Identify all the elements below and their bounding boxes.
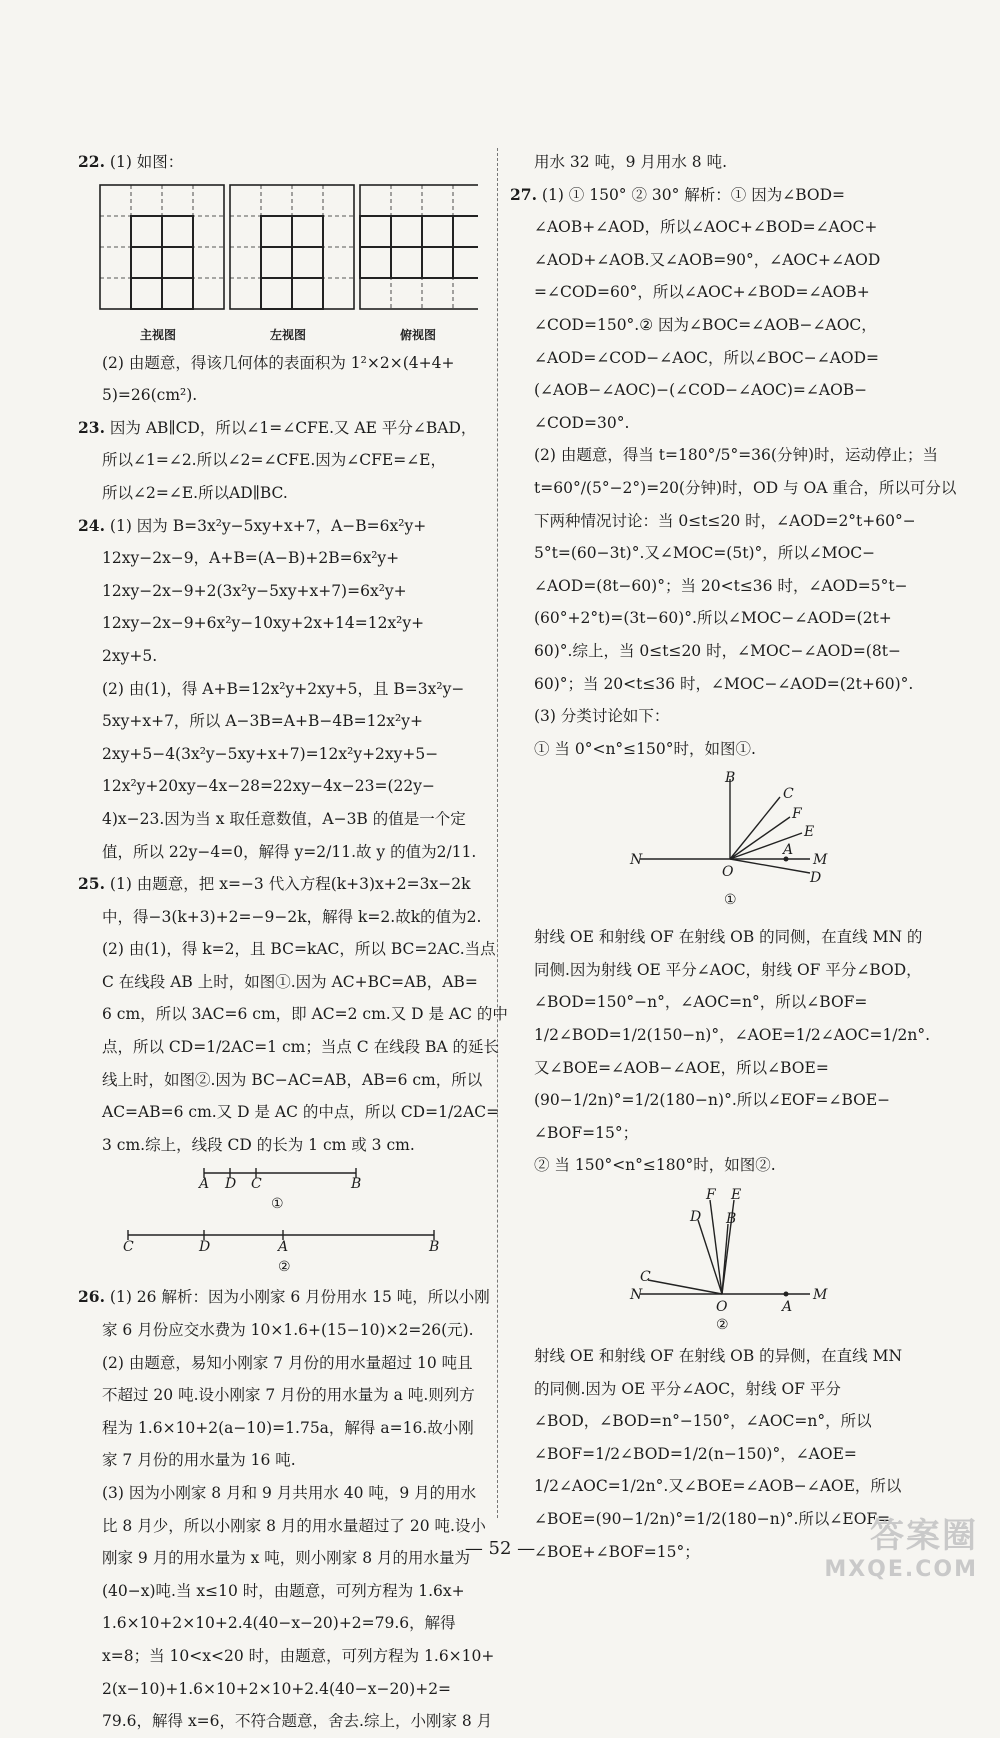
- watermark-logo: [824, 1508, 978, 1582]
- q27-line: (∠AOB−∠AOC)−(∠COD−∠AOC)=∠AOB−: [534, 381, 868, 400]
- fig2-number: ②: [278, 1259, 291, 1276]
- right-column: [510, 146, 957, 1568]
- q24-line: 5xy+x+7，所以 A−3B=A+B−4B=12x²y+: [102, 712, 424, 731]
- ray-label-d: D: [810, 870, 822, 887]
- q27-line: 的同侧.因为 OE 平分∠AOC，射线 OF 平分: [534, 1379, 841, 1398]
- q27-line: ∠BOD=150°−n°，∠AOC=n°，所以∠BOF=: [534, 993, 868, 1012]
- q27-line: ∠AOD=(8t−60)°；当 20<t≤36 时，∠AOD=5°t−: [534, 576, 908, 595]
- q27-line: 同侧.因为射线 OE 平分∠AOC，射线 OF 平分∠BOD，: [534, 960, 922, 979]
- q25-line: AC=AB=6 cm.又 D 是 AC 的中点，所以 CD=1/2AC=: [102, 1103, 500, 1122]
- q26-line: 比 8 月少，所以小刚家 8 月的用水量超过了 20 吨.设小: [102, 1516, 486, 1535]
- q26-line1: 26. (1) 26 解析：因为小刚家 6 月份用水 15 吨，所以小刚: [78, 1287, 490, 1307]
- q27-line: ∠AOB+∠AOD，所以∠AOC+∠BOD=∠AOC+: [534, 218, 878, 237]
- q26-line: (40−x)吨.当 x≤10 时，由题意，可列方程为 1.6x+: [102, 1581, 465, 1600]
- line-label-n: N: [630, 852, 643, 869]
- q27-line: ∠BOF=1/2∠BOD=1/2(n−150)°，∠AOE=: [534, 1444, 857, 1463]
- q25-line: 3 cm.综上，线段 CD 的长为 1 cm 或 3 cm.: [102, 1135, 415, 1154]
- point-label-a: A: [782, 1299, 793, 1316]
- fig2-label-a: A: [278, 1239, 289, 1256]
- fig2-number: ②: [716, 1317, 729, 1334]
- q27-line: 60)°；当 20<t≤36 时，∠MOC−∠AOD=(2t+60)°.: [534, 674, 914, 693]
- q26-line: (2) 由题意，易知小刚家 7 月份的用水量超过 10 吨且: [102, 1353, 473, 1372]
- q27-line: ② 当 150°<n°≤180°时，如图②.: [534, 1156, 776, 1175]
- q25-line1: 25. (1) 由题意，把 x=−3 代入方程(k+3)x+2=3x−2k: [78, 874, 471, 894]
- q24-line: 12xy−2x−9，A+B=(A−B)+2B=6x²y+: [102, 549, 400, 568]
- q24-line: 值，所以 22y−4=0，解得 y=2/11.故 y 的值为2/11.: [102, 842, 477, 861]
- q27-line: (60°+2°t)=(3t−60)°.所以∠MOC−∠AOD=(2t+: [534, 609, 892, 628]
- ray-label-e: E: [731, 1187, 742, 1204]
- q27-line: ① 当 0°<n°≤150°时，如图①.: [534, 739, 756, 758]
- ray-label-f: F: [792, 806, 802, 823]
- q24-line: 12xy−2x−9+2(3x²y−5xy+x+7)=6x²y+: [102, 581, 407, 600]
- q26-line: (3) 因为小刚家 8 月和 9 月共用水 40 吨，9 月的用水: [102, 1484, 477, 1502]
- q25-line: 线上时，如图②.因为 BC−AC=AB，AB=6 cm，所以: [102, 1070, 483, 1089]
- q22-line1: 22. (1) 如图：: [78, 152, 184, 171]
- angle-diagram-1: [510, 769, 925, 917]
- q25-segment-figures: [78, 1165, 483, 1277]
- line-label-n: N: [630, 1287, 643, 1304]
- q26-line: 刚家 9 月的用水量为 x 吨，则小刚家 8 月的用水量为: [102, 1549, 471, 1568]
- line-label-m: M: [813, 852, 828, 869]
- fig2-label-c: C: [123, 1239, 134, 1256]
- q27-line: 60)°.综上，当 0≤t≤20 时，∠MOC−∠AOD=(8t−: [534, 641, 901, 660]
- ray-label-f: F: [706, 1187, 716, 1204]
- ray-label-c: C: [783, 786, 794, 803]
- q25-line: 6 cm，所以 3AC=6 cm，即 AC=2 cm.又 D 是 AC 的中: [102, 1005, 508, 1024]
- line-label-m: M: [813, 1287, 828, 1304]
- q26-line: 家 7 月份的用水量为 16 吨.: [102, 1451, 296, 1470]
- q23-line1: 23. 因为 AB∥CD，所以∠1=∠CFE.又 AE 平分∠BAD，: [78, 417, 477, 437]
- q26-line: 2(x−10)+1.6×10+2×10+2.4(40−x−20)+2=: [102, 1679, 452, 1698]
- caption-left-view: 左视图: [270, 327, 307, 342]
- q24-line: 12x²y+20xy−4x−28=22xy−4x−23=(22y−: [102, 777, 435, 796]
- q27-line: ∠BOF=15°；: [534, 1123, 639, 1142]
- q24-line: (2) 由(1)，得 A+B=12x²y+2xy+5，且 B=3x²y−: [102, 679, 465, 698]
- q27-line: 1/2∠BOD=1/2(150−n)°，∠AOE=1/2∠AOC=1/2n°.: [534, 1026, 931, 1045]
- q27-line: (90−1/2n)°=1/2(180−n)°.所以∠EOF=∠BOE−: [534, 1091, 891, 1110]
- ray-label-c: C: [640, 1269, 651, 1286]
- q27-line: 射线 OE 和射线 OF 在射线 OB 的异侧，在直线 MN: [534, 1347, 903, 1366]
- q27-line: ∠BOD，∠BOD=n°−150°，∠AOC=n°，所以: [534, 1412, 872, 1431]
- q23-line2: 所以∠1=∠2.所以∠2=∠CFE.因为∠CFE=∠E，: [102, 451, 446, 470]
- watermark-top: 答案圈: [870, 1516, 978, 1556]
- q27-line: ∠AOD+∠AOB.又∠AOB=90°，∠AOC+∠AOD: [534, 250, 881, 269]
- q22-line3: 5)=26(cm²).: [102, 386, 198, 405]
- q27-line: ∠COD=30°.: [534, 413, 630, 432]
- q27-angle-figure-2: [510, 1186, 925, 1336]
- fig1-number: ①: [724, 892, 737, 909]
- fig1-number: ①: [271, 1196, 284, 1213]
- q26-line: 不超过 20 吨.设小刚家 7 月份的用水量为 a 吨.则列方: [102, 1386, 475, 1405]
- q25-line: (2) 由(1)，得 k=2，且 BC=kAC，所以 BC=2AC.当点: [102, 940, 496, 959]
- q27-line: t=60°/(5°−2°)=20(分钟)时，OD 与 OA 重合，所以可分以: [534, 478, 957, 497]
- q27-line: ∠AOD=∠COD−∠AOC，所以∠BOC−∠AOD=: [534, 348, 880, 367]
- q27-line: (3) 分类讨论如下：: [534, 707, 670, 726]
- q26-line: 79.6，解得 x=6，不符合题意，舍去.综上，小刚家 8 月: [102, 1712, 493, 1731]
- q26-line: 程为 1.6×10+2(a−10)=1.75a，解得 a=16.故小刚: [102, 1418, 474, 1437]
- ray-label-e: E: [804, 824, 815, 841]
- q25-line: 中，得−3(k+3)+2=−9−2k，解得 k=2.故k的值为2.: [102, 907, 482, 926]
- fig1-label-d: D: [225, 1176, 237, 1193]
- q22-line2: (2) 由题意，得该几何体的表面积为 1²×2×(4+4+: [102, 353, 455, 372]
- q24-line: 2xy+5.: [102, 646, 158, 665]
- fig1-label-b: B: [351, 1176, 362, 1193]
- q25-line: C 在线段 AB 上时，如图①.因为 AC+BC=AB，AB=: [102, 972, 478, 991]
- fig1-label-a: A: [199, 1176, 210, 1193]
- q27-line: 又∠BOE=∠AOB−∠AOE，所以∠BOE=: [534, 1058, 829, 1077]
- q27-angle-figure-1: [510, 769, 925, 917]
- q27-line: ∠COD=150°.② 因为∠BOC=∠AOB−∠AOC，: [534, 315, 877, 334]
- q27-line1: 27. (1) ① 150° ② 30° 解析：① 因为∠BOD=: [510, 184, 846, 204]
- ray-label-b: B: [725, 770, 736, 787]
- q27-line: ∠BOE=(90−1/2n)°=1/2(180−n)°.所以∠EOF=: [534, 1510, 891, 1528]
- q26-line: x=8；当 10<x<20 时，由题意，可列方程为 1.6×10+: [102, 1646, 495, 1665]
- ray-label-b: B: [726, 1211, 737, 1228]
- q27-line: ∠BOE+∠BOF=15°；: [534, 1542, 700, 1561]
- watermark-bottom: MXQE.COM: [824, 1557, 978, 1582]
- ray-label-d: D: [690, 1209, 702, 1226]
- fig1-label-c: C: [251, 1176, 262, 1193]
- vertex-label-o: O: [722, 864, 734, 881]
- q27-line: 射线 OE 和射线 OF 在射线 OB 的同侧，在直线 MN 的: [534, 928, 923, 947]
- q24-line: 12xy−2x−9+6x²y−10xy+2x+14=12x²y+: [102, 614, 425, 633]
- q26-line: 1.6×10+2×10+2.4(40−x−20)+2=79.6，解得: [102, 1614, 456, 1633]
- q24-line: 4)x−23.因为当 x 取任意数值，A−3B 的值是一个定: [102, 809, 466, 828]
- fig2-label-d: D: [199, 1239, 211, 1256]
- q26-continuation: 用水 32 吨，9 月用水 8 吨.: [534, 153, 728, 171]
- page-number: — 52 —: [464, 1538, 536, 1559]
- q27-line: (2) 由题意，得当 t=180°/5°=36(分钟)时，运动停止；当: [534, 446, 939, 465]
- q27-line: 5°t=(60−3t)°.又∠MOC=(5t)°，所以∠MOC−: [534, 544, 876, 563]
- q26-line: 家 6 月份应交水费为 10×1.6+(15−10)×2=26(元).: [102, 1321, 474, 1340]
- q22-views-figure: [78, 183, 483, 343]
- vertex-label-o: O: [716, 1299, 728, 1316]
- fig2-label-b: B: [429, 1239, 440, 1256]
- q27-line: 下两种情况讨论：当 0≤t≤20 时，∠AOD=2°t+60°−: [534, 511, 916, 530]
- q25-line: 点，所以 CD=1/2AC=1 cm；当点 C 在线段 BA 的延长: [102, 1038, 500, 1057]
- q24-line1: 24. (1) 因为 B=3x²y−5xy+x+7，A−B=6x²y+: [78, 515, 427, 535]
- left-column: [78, 146, 508, 1738]
- column-divider: [497, 148, 498, 1518]
- q27-line: =∠COD=60°，所以∠AOC+∠BOD=∠AOB+: [534, 283, 870, 302]
- q24-line: 2xy+5−4(3x²y−5xy+x+7)=12x²y+2xy+5−: [102, 744, 439, 763]
- point-label-a: A: [783, 842, 794, 859]
- caption-front-view: 主视图: [140, 327, 177, 342]
- q27-line: 1/2∠AOC=1/2n°.又∠BOE=∠AOB−∠AOE，所以: [534, 1477, 902, 1496]
- caption-top-view: 俯视图: [400, 327, 437, 342]
- q23-line3: 所以∠2=∠E.所以AD∥BC.: [102, 483, 288, 502]
